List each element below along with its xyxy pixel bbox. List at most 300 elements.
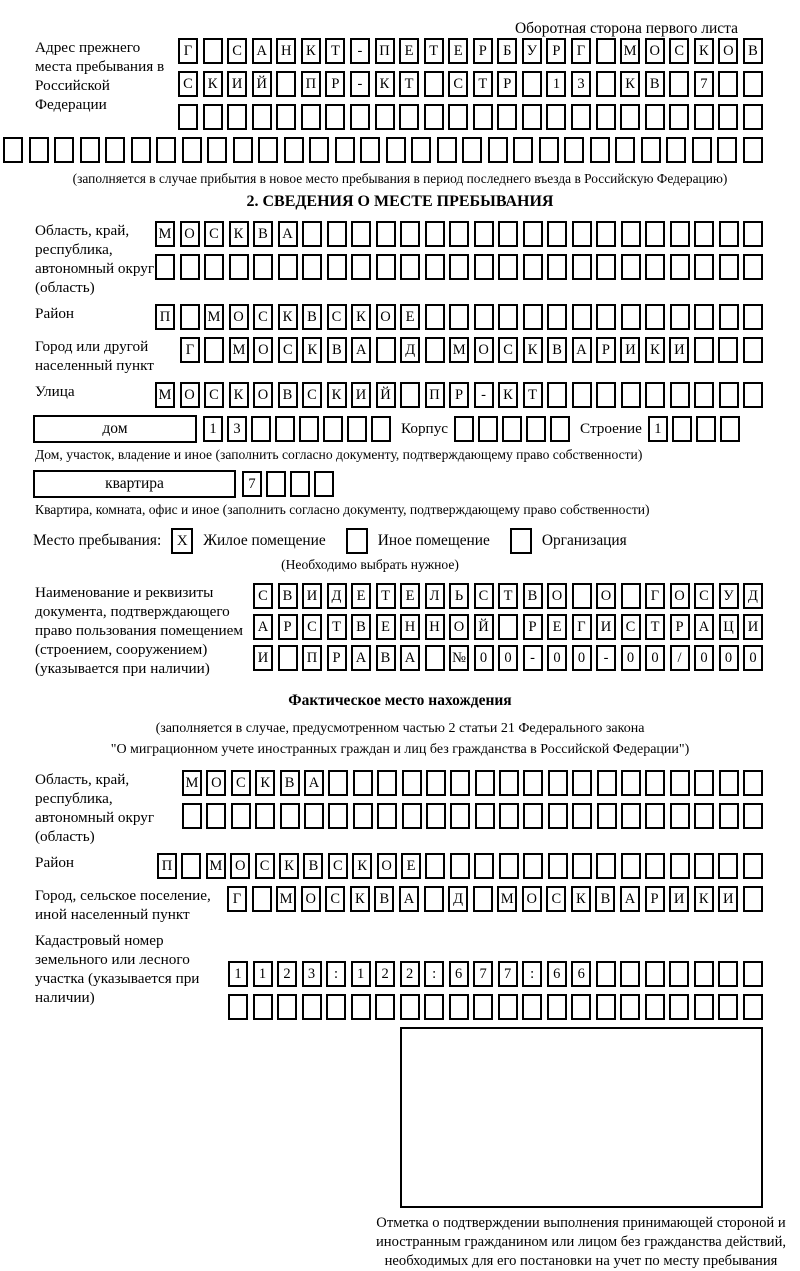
char-cell[interactable] — [620, 994, 640, 1020]
char-cell[interactable] — [620, 104, 640, 130]
char-cell[interactable] — [302, 994, 322, 1020]
char-cell[interactable] — [621, 382, 641, 408]
char-cell[interactable] — [719, 254, 739, 280]
char-cell[interactable] — [718, 337, 738, 363]
char-cell[interactable] — [572, 853, 592, 879]
char-cell[interactable]: М — [229, 337, 249, 363]
char-cell[interactable]: Н — [400, 614, 420, 640]
char-cell[interactable] — [621, 254, 641, 280]
char-cell[interactable]: К — [229, 382, 249, 408]
char-cell[interactable]: Р — [596, 337, 616, 363]
char-cell[interactable]: О — [229, 304, 249, 330]
char-cell[interactable]: 2 — [375, 961, 395, 987]
char-cell[interactable]: М — [204, 304, 224, 330]
char-cell[interactable] — [351, 994, 371, 1020]
char-cell[interactable]: С — [325, 886, 345, 912]
char-cell[interactable] — [275, 416, 295, 442]
char-cell[interactable] — [326, 994, 346, 1020]
char-cell[interactable]: - — [474, 382, 494, 408]
char-cell[interactable] — [596, 994, 616, 1020]
char-cell[interactable] — [719, 803, 739, 829]
char-cell[interactable]: С — [546, 886, 566, 912]
char-cell[interactable]: С — [227, 38, 247, 64]
char-cell[interactable]: 6 — [449, 961, 469, 987]
char-cell[interactable] — [539, 137, 559, 163]
char-cell[interactable]: В — [278, 583, 298, 609]
char-cell[interactable] — [353, 770, 373, 796]
char-cell[interactable]: Т — [424, 38, 444, 64]
char-cell[interactable]: А — [278, 221, 298, 247]
char-cell[interactable] — [743, 254, 763, 280]
char-cell[interactable] — [694, 961, 714, 987]
char-cell[interactable]: 1 — [546, 71, 566, 97]
char-cell[interactable]: И — [718, 886, 738, 912]
char-cell[interactable] — [347, 416, 367, 442]
char-cell[interactable] — [449, 221, 469, 247]
char-cell[interactable] — [182, 137, 202, 163]
char-cell[interactable] — [743, 961, 763, 987]
char-cell[interactable]: Й — [376, 382, 396, 408]
char-cell[interactable] — [694, 254, 714, 280]
char-cell[interactable] — [258, 137, 278, 163]
char-cell[interactable] — [227, 104, 247, 130]
char-cell[interactable] — [425, 304, 445, 330]
char-cell[interactable]: К — [523, 337, 543, 363]
char-cell[interactable]: Г — [645, 583, 665, 609]
char-cell[interactable]: В — [303, 853, 323, 879]
char-cell[interactable] — [546, 104, 566, 130]
char-cell[interactable] — [448, 104, 468, 130]
char-cell[interactable]: В — [351, 614, 371, 640]
char-cell[interactable] — [522, 994, 542, 1020]
char-cell[interactable]: М — [206, 853, 226, 879]
char-cell[interactable]: Е — [400, 583, 420, 609]
char-cell[interactable]: К — [351, 304, 371, 330]
char-cell[interactable]: А — [351, 645, 371, 671]
char-cell[interactable]: Е — [351, 583, 371, 609]
char-cell[interactable] — [309, 137, 329, 163]
char-cell[interactable] — [596, 254, 616, 280]
char-cell[interactable] — [327, 221, 347, 247]
char-cell[interactable] — [105, 137, 125, 163]
char-cell[interactable] — [548, 803, 568, 829]
char-cell[interactable]: А — [694, 614, 714, 640]
char-cell[interactable]: К — [279, 853, 299, 879]
char-cell[interactable] — [621, 304, 641, 330]
char-cell[interactable] — [694, 994, 714, 1020]
char-cell[interactable]: В — [280, 770, 300, 796]
char-cell[interactable]: / — [670, 645, 690, 671]
char-cell[interactable] — [204, 254, 224, 280]
char-cell[interactable] — [743, 337, 763, 363]
char-cell[interactable] — [670, 382, 690, 408]
char-cell[interactable]: С — [474, 583, 494, 609]
char-cell[interactable]: С — [694, 583, 714, 609]
char-cell[interactable] — [231, 803, 251, 829]
char-cell[interactable] — [376, 254, 396, 280]
char-cell[interactable] — [547, 304, 567, 330]
char-cell[interactable]: Е — [399, 38, 419, 64]
char-cell[interactable]: - — [523, 645, 543, 671]
char-cell[interactable]: Р — [327, 645, 347, 671]
char-cell[interactable]: Й — [474, 614, 494, 640]
char-cell[interactable]: К — [301, 38, 321, 64]
char-cell[interactable] — [572, 803, 592, 829]
char-cell[interactable] — [547, 254, 567, 280]
char-cell[interactable] — [80, 137, 100, 163]
char-cell[interactable]: К — [327, 382, 347, 408]
char-cell[interactable] — [498, 304, 518, 330]
char-cell[interactable]: 0 — [572, 645, 592, 671]
char-cell[interactable] — [400, 994, 420, 1020]
kvartira-type-box[interactable]: квартира — [33, 470, 236, 498]
char-cell[interactable]: Р — [473, 38, 493, 64]
char-cell[interactable] — [670, 304, 690, 330]
char-cell[interactable]: М — [620, 38, 640, 64]
char-cell[interactable] — [513, 137, 533, 163]
char-cell[interactable] — [670, 853, 690, 879]
char-cell[interactable]: С — [178, 71, 198, 97]
char-cell[interactable] — [411, 137, 431, 163]
char-cell[interactable] — [402, 770, 422, 796]
char-cell[interactable]: С — [669, 38, 689, 64]
char-cell[interactable]: Г — [227, 886, 247, 912]
char-cell[interactable]: 2 — [277, 961, 297, 987]
char-cell[interactable]: Н — [276, 38, 296, 64]
char-cell[interactable] — [718, 994, 738, 1020]
char-cell[interactable] — [547, 994, 567, 1020]
char-cell[interactable] — [498, 254, 518, 280]
char-cell[interactable]: С — [253, 304, 273, 330]
char-cell[interactable]: О — [547, 583, 567, 609]
char-cell[interactable] — [178, 104, 198, 130]
char-cell[interactable]: Т — [399, 71, 419, 97]
char-cell[interactable]: О — [449, 614, 469, 640]
char-cell[interactable] — [743, 221, 763, 247]
char-cell[interactable] — [523, 803, 543, 829]
char-cell[interactable] — [720, 416, 740, 442]
char-cell[interactable] — [499, 803, 519, 829]
char-cell[interactable]: О — [253, 382, 273, 408]
char-cell[interactable]: О — [180, 221, 200, 247]
char-cell[interactable]: К — [571, 886, 591, 912]
char-cell[interactable]: 2 — [400, 961, 420, 987]
char-cell[interactable] — [596, 71, 616, 97]
char-cell[interactable] — [350, 104, 370, 130]
char-cell[interactable] — [54, 137, 74, 163]
char-cell[interactable] — [621, 853, 641, 879]
char-cell[interactable] — [278, 254, 298, 280]
char-cell[interactable]: С — [253, 583, 273, 609]
char-cell[interactable] — [719, 382, 739, 408]
char-cell[interactable] — [425, 337, 445, 363]
char-cell[interactable] — [669, 994, 689, 1020]
char-cell[interactable] — [314, 471, 334, 497]
char-cell[interactable]: С — [204, 382, 224, 408]
char-cell[interactable]: О — [718, 38, 738, 64]
char-cell[interactable] — [182, 803, 202, 829]
char-cell[interactable]: С — [278, 337, 298, 363]
char-cell[interactable] — [386, 137, 406, 163]
char-cell[interactable]: В — [374, 886, 394, 912]
char-cell[interactable]: О — [645, 38, 665, 64]
char-cell[interactable] — [253, 994, 273, 1020]
char-cell[interactable]: Р — [523, 614, 543, 640]
char-cell[interactable] — [498, 221, 518, 247]
char-cell[interactable] — [499, 770, 519, 796]
char-cell[interactable] — [572, 304, 592, 330]
char-cell[interactable] — [450, 853, 470, 879]
char-cell[interactable]: Р — [325, 71, 345, 97]
char-cell[interactable] — [278, 645, 298, 671]
char-cell[interactable] — [376, 337, 396, 363]
char-cell[interactable]: 0 — [498, 645, 518, 671]
char-cell[interactable] — [253, 254, 273, 280]
char-cell[interactable] — [502, 416, 522, 442]
char-cell[interactable] — [666, 137, 686, 163]
char-cell[interactable] — [376, 221, 396, 247]
char-cell[interactable]: И — [743, 614, 763, 640]
char-cell[interactable]: 7 — [473, 961, 493, 987]
char-cell[interactable] — [426, 803, 446, 829]
char-cell[interactable] — [522, 71, 542, 97]
char-cell[interactable]: В — [547, 337, 567, 363]
char-cell[interactable]: Г — [571, 38, 591, 64]
char-cell[interactable] — [204, 337, 224, 363]
char-cell[interactable] — [473, 994, 493, 1020]
char-cell[interactable] — [596, 38, 616, 64]
char-cell[interactable]: И — [596, 614, 616, 640]
char-cell[interactable] — [571, 994, 591, 1020]
char-cell[interactable]: И — [620, 337, 640, 363]
char-cell[interactable] — [550, 416, 570, 442]
char-cell[interactable] — [743, 382, 763, 408]
char-cell[interactable] — [718, 961, 738, 987]
char-cell[interactable] — [252, 104, 272, 130]
char-cell[interactable]: С — [448, 71, 468, 97]
char-cell[interactable] — [670, 254, 690, 280]
char-cell[interactable]: Е — [401, 853, 421, 879]
char-cell[interactable] — [449, 304, 469, 330]
char-cell[interactable] — [694, 104, 714, 130]
char-cell[interactable]: В — [523, 583, 543, 609]
char-cell[interactable]: К — [620, 71, 640, 97]
char-cell[interactable]: С — [328, 853, 348, 879]
char-cell[interactable]: - — [350, 71, 370, 97]
char-cell[interactable] — [478, 416, 498, 442]
char-cell[interactable] — [645, 254, 665, 280]
char-cell[interactable]: В — [743, 38, 763, 64]
char-cell[interactable] — [743, 304, 763, 330]
char-cell[interactable] — [474, 221, 494, 247]
char-cell[interactable]: Т — [376, 583, 396, 609]
char-cell[interactable]: 1 — [203, 416, 223, 442]
char-cell[interactable]: П — [375, 38, 395, 64]
char-cell[interactable] — [590, 137, 610, 163]
char-cell[interactable]: К — [694, 886, 714, 912]
char-cell[interactable] — [669, 71, 689, 97]
char-cell[interactable]: 3 — [227, 416, 247, 442]
char-cell[interactable]: И — [669, 337, 689, 363]
char-cell[interactable] — [696, 416, 716, 442]
char-cell[interactable] — [402, 803, 422, 829]
char-cell[interactable]: 6 — [571, 961, 591, 987]
char-cell[interactable] — [621, 803, 641, 829]
char-cell[interactable]: Д — [448, 886, 468, 912]
char-cell[interactable]: Т — [325, 38, 345, 64]
char-cell[interactable]: К — [203, 71, 223, 97]
char-cell[interactable] — [233, 137, 253, 163]
char-cell[interactable] — [621, 221, 641, 247]
char-cell[interactable] — [615, 137, 635, 163]
char-cell[interactable] — [499, 853, 519, 879]
char-cell[interactable] — [450, 803, 470, 829]
char-cell[interactable] — [328, 770, 348, 796]
char-cell[interactable]: Г — [180, 337, 200, 363]
char-cell[interactable] — [743, 803, 763, 829]
char-cell[interactable] — [743, 994, 763, 1020]
char-cell[interactable] — [449, 994, 469, 1020]
char-cell[interactable] — [645, 304, 665, 330]
char-cell[interactable] — [523, 770, 543, 796]
char-cell[interactable] — [377, 770, 397, 796]
char-cell[interactable]: О — [206, 770, 226, 796]
char-cell[interactable] — [351, 254, 371, 280]
char-cell[interactable] — [641, 137, 661, 163]
char-cell[interactable] — [498, 994, 518, 1020]
char-cell[interactable] — [328, 803, 348, 829]
char-cell[interactable]: И — [302, 583, 322, 609]
char-cell[interactable] — [400, 254, 420, 280]
dom-type-box[interactable]: дом — [33, 415, 197, 443]
char-cell[interactable] — [523, 853, 543, 879]
char-cell[interactable] — [299, 416, 319, 442]
char-cell[interactable] — [3, 137, 23, 163]
char-cell[interactable]: С — [621, 614, 641, 640]
char-cell[interactable] — [596, 221, 616, 247]
char-cell[interactable] — [474, 304, 494, 330]
char-cell[interactable] — [424, 886, 444, 912]
char-cell[interactable] — [645, 994, 665, 1020]
char-cell[interactable] — [694, 803, 714, 829]
char-cell[interactable] — [694, 770, 714, 796]
char-cell[interactable] — [426, 770, 446, 796]
char-cell[interactable]: В — [278, 382, 298, 408]
char-cell[interactable]: О — [474, 337, 494, 363]
char-cell[interactable]: Р — [645, 886, 665, 912]
char-cell[interactable]: В — [327, 337, 347, 363]
char-cell[interactable] — [572, 254, 592, 280]
char-cell[interactable] — [475, 803, 495, 829]
char-cell[interactable]: К — [352, 853, 372, 879]
char-cell[interactable]: О — [180, 382, 200, 408]
char-cell[interactable] — [302, 221, 322, 247]
char-cell[interactable]: П — [157, 853, 177, 879]
char-cell[interactable] — [474, 254, 494, 280]
char-cell[interactable] — [645, 104, 665, 130]
char-cell[interactable]: Р — [449, 382, 469, 408]
char-cell[interactable]: К — [498, 382, 518, 408]
char-cell[interactable] — [424, 104, 444, 130]
char-cell[interactable] — [301, 104, 321, 130]
char-cell[interactable]: В — [645, 71, 665, 97]
char-cell[interactable] — [498, 614, 518, 640]
char-cell[interactable]: О — [376, 304, 396, 330]
char-cell[interactable] — [266, 471, 286, 497]
char-cell[interactable]: : — [424, 961, 444, 987]
char-cell[interactable] — [425, 853, 445, 879]
char-cell[interactable]: И — [227, 71, 247, 97]
char-cell[interactable]: Д — [400, 337, 420, 363]
char-cell[interactable] — [564, 137, 584, 163]
char-cell[interactable] — [203, 38, 223, 64]
char-cell[interactable]: А — [304, 770, 324, 796]
char-cell[interactable] — [597, 770, 617, 796]
char-cell[interactable]: О — [522, 886, 542, 912]
char-cell[interactable]: - — [596, 645, 616, 671]
char-cell[interactable] — [692, 137, 712, 163]
char-cell[interactable] — [620, 961, 640, 987]
char-cell[interactable]: 1 — [253, 961, 273, 987]
char-cell[interactable]: П — [425, 382, 445, 408]
char-cell[interactable]: А — [253, 614, 273, 640]
char-cell[interactable] — [228, 994, 248, 1020]
char-cell[interactable] — [302, 254, 322, 280]
char-cell[interactable] — [252, 886, 272, 912]
char-cell[interactable]: А — [399, 886, 419, 912]
char-cell[interactable] — [255, 803, 275, 829]
char-cell[interactable]: 7 — [498, 961, 518, 987]
char-cell[interactable] — [155, 254, 175, 280]
char-cell[interactable]: И — [351, 382, 371, 408]
char-cell[interactable] — [596, 382, 616, 408]
char-cell[interactable] — [474, 853, 494, 879]
char-cell[interactable] — [526, 416, 546, 442]
char-cell[interactable] — [694, 221, 714, 247]
char-cell[interactable] — [371, 416, 391, 442]
char-cell[interactable] — [743, 770, 763, 796]
char-cell[interactable] — [131, 137, 151, 163]
char-cell[interactable] — [473, 886, 493, 912]
char-cell[interactable]: А — [400, 645, 420, 671]
char-cell[interactable] — [522, 104, 542, 130]
char-cell[interactable]: К — [350, 886, 370, 912]
char-cell[interactable]: 1 — [351, 961, 371, 987]
char-cell[interactable] — [719, 770, 739, 796]
char-cell[interactable]: П — [301, 71, 321, 97]
char-cell[interactable]: Р — [670, 614, 690, 640]
char-cell[interactable]: О — [596, 583, 616, 609]
char-cell[interactable] — [645, 853, 665, 879]
char-cell[interactable] — [743, 104, 763, 130]
char-cell[interactable]: 0 — [621, 645, 641, 671]
char-cell[interactable] — [229, 254, 249, 280]
char-cell[interactable] — [323, 416, 343, 442]
char-cell[interactable] — [596, 104, 616, 130]
char-cell[interactable]: О — [670, 583, 690, 609]
char-cell[interactable] — [670, 221, 690, 247]
char-cell[interactable] — [251, 416, 271, 442]
char-cell[interactable]: К — [278, 304, 298, 330]
char-cell[interactable]: К — [375, 71, 395, 97]
char-cell[interactable] — [718, 71, 738, 97]
char-cell[interactable]: 6 — [547, 961, 567, 987]
char-cell[interactable] — [425, 221, 445, 247]
char-cell[interactable] — [206, 803, 226, 829]
char-cell[interactable] — [547, 221, 567, 247]
char-cell[interactable] — [276, 71, 296, 97]
char-cell[interactable]: Б — [497, 38, 517, 64]
